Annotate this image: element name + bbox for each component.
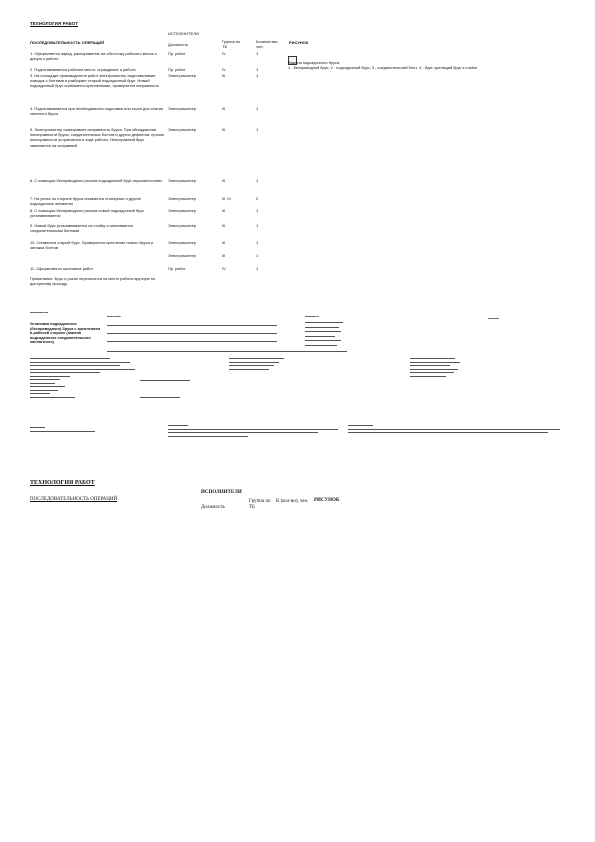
executor-count: 1	[256, 51, 259, 56]
executor-position: Электромонтер	[168, 127, 197, 132]
bottom-position-header: Должность	[201, 505, 225, 510]
executor-position: Электромонтер	[168, 223, 197, 228]
executor-count: 1	[256, 253, 259, 258]
fragment-footnote-right	[348, 425, 563, 433]
fragment-right-block	[305, 322, 343, 325]
figure-caption: Замена подсадочного бруса:	[288, 60, 341, 65]
executor-count: 1	[256, 67, 259, 72]
safety-group: III	[222, 178, 226, 183]
safety-group: III, III	[222, 196, 231, 201]
safety-group: IV	[222, 67, 226, 72]
executor-position: Электромонтер	[168, 208, 197, 213]
executor-count: 2	[256, 196, 259, 201]
executor-position: Пр. работ	[168, 67, 186, 72]
fragment-list-middle	[229, 358, 289, 372]
safety-group: III	[222, 208, 226, 213]
safety-group: III	[222, 253, 226, 258]
executor-position: Электромонтер	[168, 106, 197, 111]
safety-group: III	[222, 73, 226, 78]
operation-text: 7. На рельс по стороне бруса снимаются стопорные и другие подсадочные элементы	[30, 196, 141, 207]
bottom-section-title: ТЕХНОЛОГИЯ РАБОТ	[30, 480, 95, 486]
fragment-caption: ▬▬▬▬▬▬ ▬▬	[30, 312, 49, 314]
bottom-qty-header: К (кол-во), чел.	[276, 499, 309, 504]
executor-position: Электромонтер	[168, 240, 197, 245]
operation-text: 3. На площадке производителя работ электромонтер подготавливает поводок с болтами и разбирает старый подсадочный брус. Новый подсадочный брус снабжается креплениями, проверяется исправность	[30, 73, 159, 89]
executor-count: 1	[256, 178, 259, 183]
bottom-executors-header: ИСПОЛНИТЕЛИ	[201, 490, 242, 495]
fragment-list-left	[30, 358, 140, 400]
figure-legend: 1 - бесприводной брус; 2 - подсадочный брус; 3 - соединительный болт; 4 - бурт, крепящий брус к стойке	[288, 65, 478, 70]
sequence-header: ПОСЛЕДОВАТЕЛЬНОСТЬ ОПЕРАЦИЙ	[30, 40, 105, 45]
fragment-corner-label: ▬▬▬▬▬	[488, 318, 499, 320]
operation-text: 10. Снимается старый брус. Проверяется крепление нового бруса и затяжка болтов	[30, 240, 154, 251]
executor-count: 1	[256, 208, 259, 213]
executor-position: Электромонтер	[168, 73, 197, 78]
safety-group: III	[222, 240, 226, 245]
executor-count: 1	[256, 127, 259, 132]
executor-count: 1	[256, 240, 259, 245]
operation-text: 2. Подготавливается рабочее место: ограждение и работа	[30, 67, 136, 72]
fragment-footnote-left	[30, 427, 100, 431]
fragment-list-right	[410, 358, 470, 379]
bottom-sequence-header: ПОСЛЕДОВАТЕЛЬНОСТЬ ОПЕРАЦИЙ	[30, 497, 118, 502]
safety-group: III	[222, 223, 226, 228]
executor-position: Электромонтер	[168, 178, 197, 183]
fragment-col-label: ▬▬▬ ▬▬▬	[107, 316, 121, 318]
fragment-heading: Установка подсадочного (бесприводного) бруса с креплением в рабочей стороне (замена подсадочного соединительного контактного)	[30, 322, 101, 345]
safety-group: IV	[222, 266, 226, 271]
executor-position: Электромонтер	[168, 196, 197, 201]
executor-position: Пр. работ	[168, 266, 186, 271]
bottom-group-header: Группа по ТБ	[249, 499, 271, 510]
fragment-footnote-middle	[168, 425, 338, 436]
executor-position: Пр. работ	[168, 51, 186, 56]
safety-group: III	[222, 106, 226, 111]
executor-count: 1	[256, 106, 259, 111]
operation-text: 9. Новый брус устанавливается на стойку и затягивается соединительными болтами	[30, 223, 134, 234]
safety-group: III	[222, 127, 226, 132]
section-title: ТЕХНОЛОГИЯ РАБОТ	[30, 21, 79, 26]
operation-text: 8. С помощью бесприводного рычага новый подсадочный брус устанавливается	[30, 208, 145, 219]
group-header: Группа по ТБ	[222, 39, 241, 49]
executor-position: Электромонтер	[168, 253, 197, 258]
operation-text: 11. Оформляется окончание работ	[30, 266, 94, 271]
operation-text: 5. Электромонтер осматривает исправность бруса. При обнаружении неисправности бруса, соединительных болтов и других дефектов, прочие неисправности устраняются в ходе работы. Неисправный брус заменяется на исправный	[30, 127, 165, 148]
operation-text: 4. Подготавливается при необходимости подставка или строп для снятия сменного бруса	[30, 106, 163, 117]
position-header: Должность	[168, 42, 189, 47]
figure-header: РИСУНОК	[289, 40, 309, 45]
executor-count: 1	[256, 73, 259, 78]
operation-text: 6. С помощью бесприводного рычага подсадочный брус опускается вниз	[30, 178, 162, 183]
fragment-col-label-right: ▬▬▬▬▬ ▬	[305, 316, 319, 318]
executor-count: 1	[256, 266, 259, 271]
executors-header: ИСПОЛНИТЕЛИ	[168, 31, 199, 36]
executor-count: 1	[256, 223, 259, 228]
safety-group: IV	[222, 51, 226, 56]
qty-header: Количество, чел.	[256, 39, 279, 49]
operation-text: 1. Оформляется наряд, распоряжение на обесточку рабочего места и допуск к работе	[30, 51, 157, 62]
operation-text: Примечание. Брус и рычаг переносятся на место работы вручную по доступному проходу.	[30, 276, 155, 287]
bottom-figure-header: РИСУНОК	[314, 498, 340, 503]
